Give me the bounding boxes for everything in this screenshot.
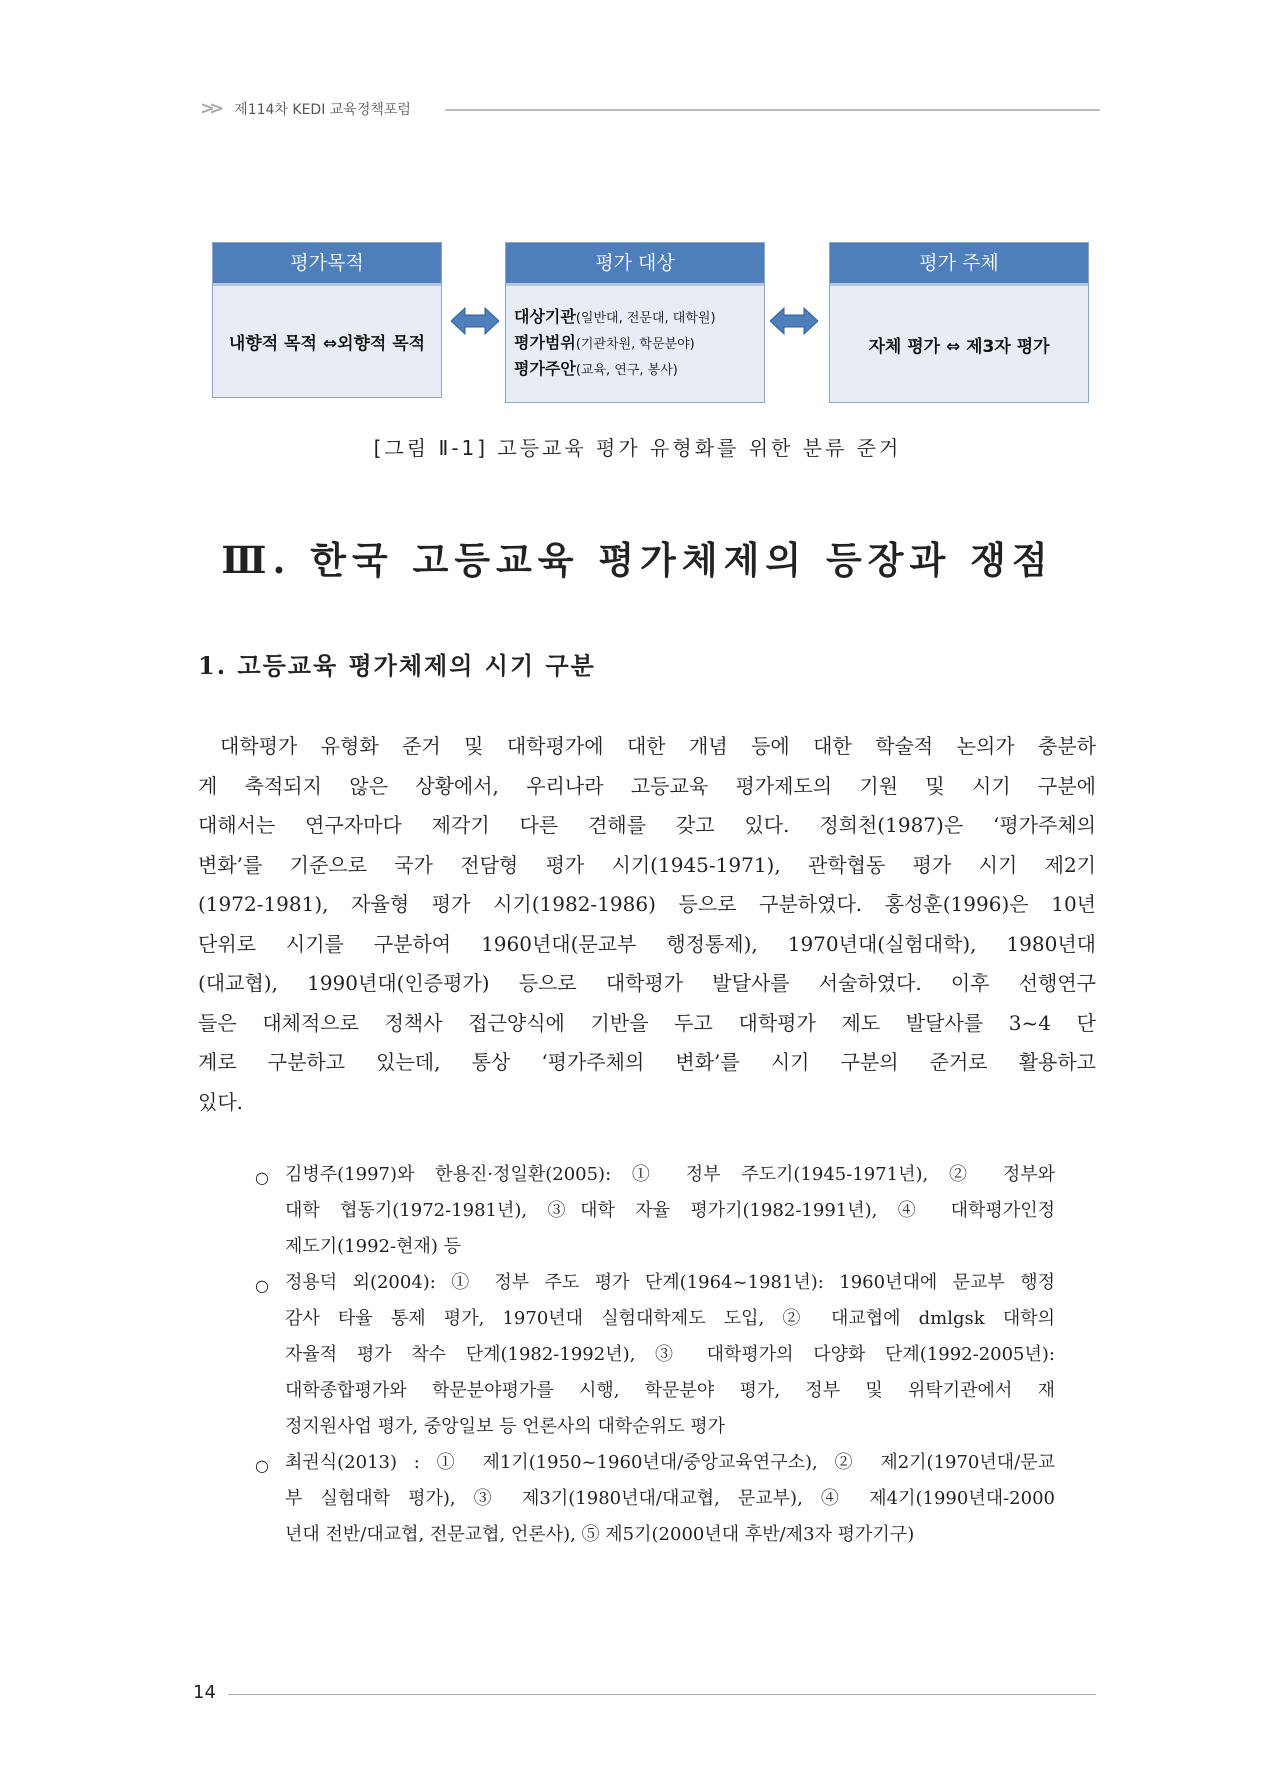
footer-rule: [228, 1694, 1096, 1695]
body-paragraph: [198, 730, 1096, 1125]
figure-box-subject: [829, 242, 1089, 403]
list-item: [255, 1160, 1055, 1268]
paragraph-line: 단위로 시기를 구분하여 1960년대(문교부 행정통제), 1970년대(실험대학), 1980년대: [198, 931, 1096, 956]
paragraph-line: 있다.: [198, 1089, 243, 1114]
bullet-circle-icon: ○: [255, 1456, 269, 1475]
list-item: [255, 1268, 1055, 1448]
target-item: [514, 357, 678, 383]
paragraph-line: 들은 대체적으로 정책사 접근양식에 기반을 두고 대학평가 제도 발달사를 3~4 단: [198, 1010, 1096, 1035]
item-note: (일반대, 전문대, 대학원): [575, 311, 716, 326]
figure-box-purpose: [212, 242, 442, 398]
list-item-line: 감사 타율 통제 평가, 1970년대 실험대학제도 도입, ② 대교협에 dmlgsk 대학의: [285, 1308, 1055, 1329]
list-item-line: 정용덕 외(2004): ① 정부 주도 평가 단계(1964~1981년): 1960년대에 문교부 행정: [285, 1272, 1055, 1293]
paragraph-line: 계로 구분하고 있는데, 통상 ‘평가주체의 변화’를 시기 구분의 준거로 활용하고: [198, 1050, 1096, 1074]
bullet-circle-icon: ○: [255, 1276, 269, 1295]
box-title: 평가 주체: [830, 243, 1088, 286]
list-item-line: 제도기(1992-현재) 등: [285, 1236, 461, 1257]
paragraph-line: 대해서는 연구자마다 제각기 다른 견해를 갖고 있다. 정희천(1987)은 ‘평가주체의: [198, 813, 1096, 837]
section-title: Ⅲ. 한국 고등교육 평가체제의 등장과 쟁점: [221, 538, 1054, 582]
item-label: 대상기관: [514, 307, 576, 326]
list-item-line: 년대 전반/대교협, 전문교협, 언론사), ⑤ 제5기(2000년대 후반/제3자 평가기구): [285, 1524, 915, 1545]
double-arrow-icon: [451, 306, 499, 336]
box-content: 자체 평가 ⇔ 제3자 평가: [868, 336, 1050, 357]
header-title: 제114차 KEDI 교육정책포럼: [234, 101, 411, 118]
target-item: [514, 305, 716, 331]
subsection-title: 1. 고등교육 평가체제의 시기 구분: [198, 651, 596, 680]
bullet-list: [255, 1160, 1055, 1556]
item-label: 평가주안: [514, 359, 576, 378]
item-note: (기관차원, 학문분야): [575, 337, 695, 352]
item-label: 평가범위: [514, 333, 576, 352]
list-item-line: 김병주(1997)와 한용진·정일환(2005): ① 정부 주도기(1945-1971년), ② 정부와: [285, 1164, 1055, 1185]
figure-box-target: [505, 242, 765, 403]
box-title: 평가목적: [213, 243, 441, 286]
paragraph-line: 게 축적되지 않은 상황에서, 우리나라 고등교육 평가제도의 기원 및 시기 구분에: [198, 773, 1096, 798]
paragraph-line: 대학평가 유형화 준거 및 대학평가에 대한 개념 등에 대한 학술적 논의가 충분하: [220, 734, 1096, 758]
double-arrow-icon: [770, 306, 818, 336]
paragraph-line: (1972-1981), 자율형 평가 시기(1982-1986) 등으로 구분하였다. 홍성훈(1996)은 10년: [198, 892, 1096, 916]
running-header: [200, 98, 411, 119]
list-item-line: 대학 협동기(1972-1981년), ③대학 자율 평가기(1982-1991년), ④ 대학평가인정: [285, 1200, 1055, 1221]
list-item-line: 대학종합평가와 학문분야평가를 시행, 학문분야 평가, 정부 및 위탁기관에서 재: [285, 1380, 1055, 1401]
list-item-line: 자율적 평가 착수 단계(1982-1992년), ③ 대학평가의 다양화 단계(1992-2005년):: [285, 1344, 1055, 1365]
target-item: [514, 331, 695, 357]
paragraph-line: (대교협), 1990년대(인증평가) 등으로 대학평가 발달사를 서술하였다. 이후 선행연구: [198, 971, 1096, 995]
box-content: 내향적 목적 ⇔외향적 목적: [228, 334, 426, 354]
list-item-line: 최권식(2013) : ① 제1기(1950~1960년대/중앙교육연구소), ② 제2기(1970년대/문교: [285, 1452, 1055, 1473]
double-chevron-icon: >>: [200, 98, 219, 119]
paragraph-line: 변화’를 기준으로 국가 전담형 평가 시기(1945-1971), 관학협동 평가 시기 제2기: [198, 852, 1096, 877]
bullet-circle-icon: ○: [255, 1168, 269, 1187]
box-content: [506, 286, 764, 402]
list-item-line: 부 실험대학 평가), ③ 제3기(1980년대/대교협, 문교부), ④ 제4기(1990년대-2000: [285, 1488, 1055, 1509]
list-item-line: 정지원사업 평가, 중앙일보 등 언론사의 대학순위도 평가: [285, 1416, 725, 1437]
item-note: (교육, 연구, 봉사): [575, 363, 678, 378]
header-rule: [445, 109, 1100, 111]
list-item: [255, 1448, 1055, 1556]
page-number: 14: [193, 1682, 216, 1703]
box-title: 평가 대상: [506, 243, 764, 286]
figure-caption: [그림 Ⅱ-1] 고등교육 평가 유형화를 위한 분류 준거: [373, 436, 902, 460]
